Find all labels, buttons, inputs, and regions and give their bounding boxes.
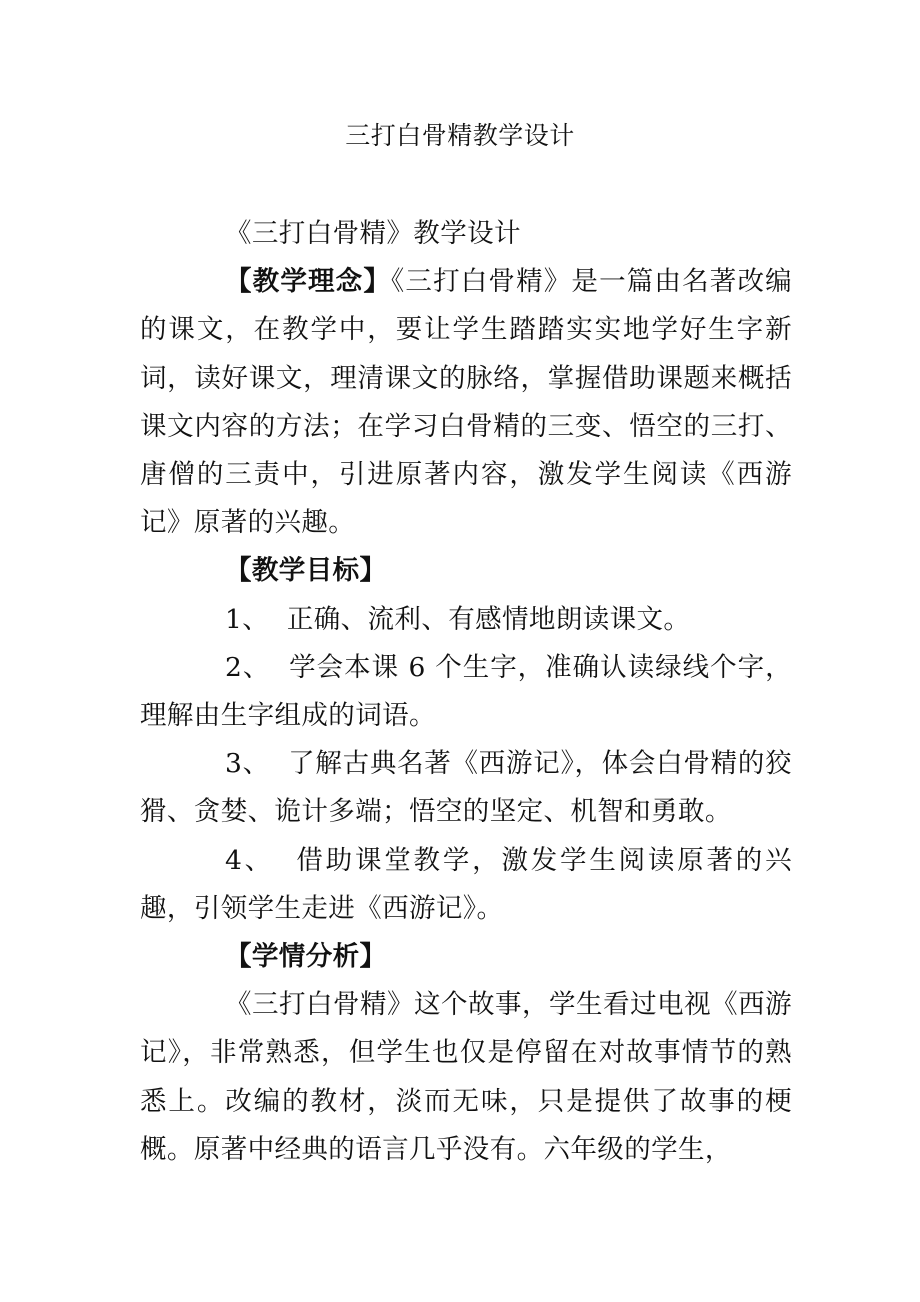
document-body [140, 210, 792, 1174]
goal-item-1 [140, 596, 792, 644]
goal-number: 3、 [225, 748, 270, 780]
teaching-concept-text: 《三打白骨精》是一篇由名著改编的课文，在教学中，要让学生踏踏实实地学好生字新词，读好课文，理清课文的脉络，掌握借助课题来概括课文内容的方法；在学习白骨精的三变、悟空的三打、唐僧的三责中，引进原著内容，激发学生阅读《西游记》原著的兴趣。 [140, 266, 793, 539]
section-heading-goals-text: 【教学目标】 [225, 555, 387, 587]
goal-number: 1、 [225, 603, 270, 635]
goal-item-4 [140, 837, 792, 933]
subtitle-paragraph: 《三打白骨精》教学设计 [225, 218, 521, 249]
goal-text: 借助课堂教学，激发学生阅读原著的兴趣，引领学生走进《西游记》。 [140, 844, 792, 924]
goal-text: 正确、流利、有感情地朗读课文。 [286, 603, 691, 635]
section-heading-goals [140, 547, 792, 595]
document-title: 三打白骨精教学设计 [345, 121, 575, 150]
goal-number: 2、 [225, 651, 271, 683]
learning-analysis-paragraph: 《三打白骨精》这个故事，学生看过电视《西游记》，非常熟悉，但学生也仅是停留在对故事情节的熟悉上。改编的教材，淡而无味，只是提供了故事的梗概。原著中经典的语言几乎没有。六年级的学生， [140, 989, 792, 1165]
teaching-concept-paragraph [140, 258, 792, 547]
goal-text: 了解古典名著《西游记》，体会白骨精的狡猾、贪婪、诡计多端；悟空的坚定、机智和勇敢。 [140, 748, 792, 828]
goal-item-3 [140, 740, 792, 836]
section-heading-concept: 【教学理念】 [225, 266, 392, 298]
section-heading-analysis-text: 【学情分析】 [225, 941, 387, 973]
section-heading-analysis [140, 933, 792, 981]
goal-item-2 [140, 644, 792, 740]
goal-number: 4、 [225, 844, 274, 876]
goal-text: 学会本课 6 个生字，准确认读绿线个字，理解由生字组成的词语。 [140, 651, 792, 732]
